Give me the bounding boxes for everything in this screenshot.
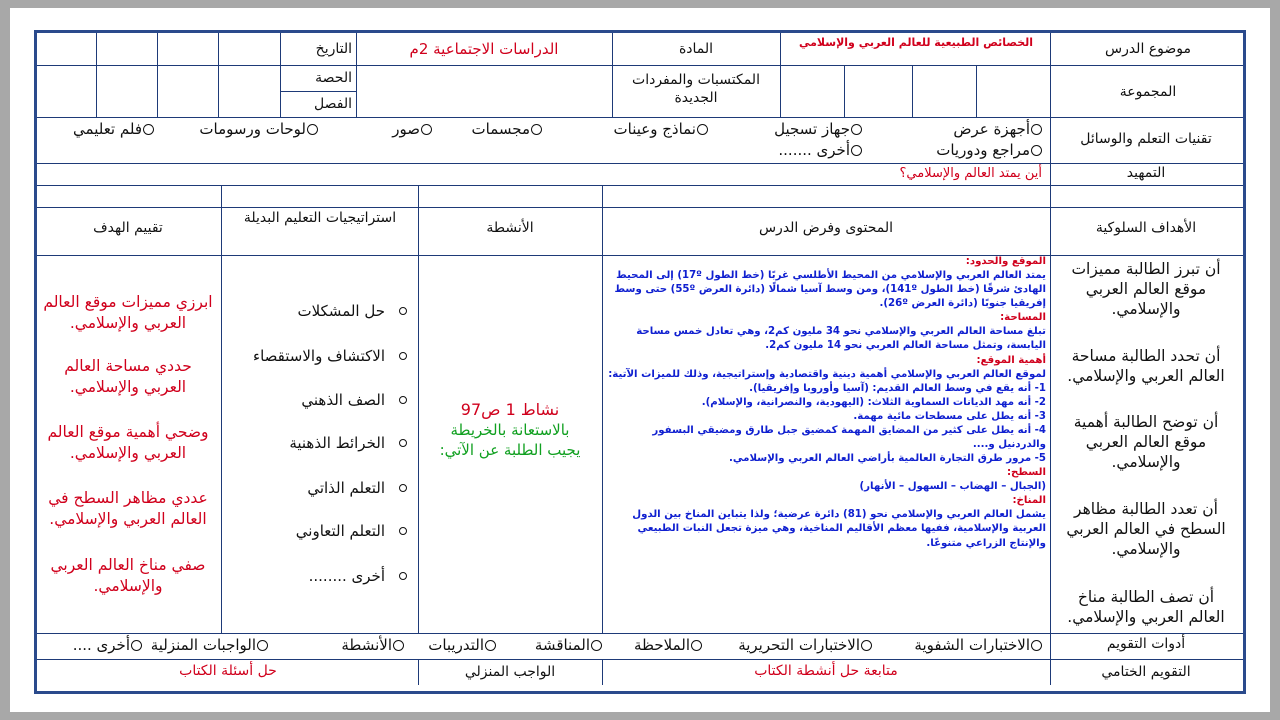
subject-value: الدراسات الاجتماعية 2م (409, 40, 559, 58)
content-header: المحتوى وفرض الدرس (758, 220, 894, 236)
radio-icon (591, 640, 602, 651)
tech-label: تقنيات التعلم والوسائل (1080, 131, 1212, 147)
strategy-self-learning[interactable]: التعلم الذاتي (307, 479, 407, 497)
assess-exercises[interactable]: التدريبات (428, 636, 496, 654)
strategy-brainstorm[interactable]: الصف الذهني (301, 391, 407, 409)
strategy-cooperative[interactable]: التعلم التعاوني (296, 522, 407, 540)
content-location-text: يمتد العالم العربي والإسلامي من المحيط الأطلسي غربًا (خط الطول 17º) إلى المحيط الهادئ شرقًا (خط الطول 141º)، ومن وسط آسيا شمالًا (دائرة العرض 55º) حتى وسط إفريقيا جنوبًا (دائرة العرض 26º). (614, 270, 1046, 310)
topic-value: الخصائص الطبيعية للعالم العربي والإسلامي (798, 36, 1034, 49)
radio-icon (393, 640, 404, 651)
radio-icon (257, 640, 268, 651)
evaluation-1: ابرزي مميزات موقع العالم العربي والإسلامي. (43, 293, 213, 332)
assess-homework[interactable]: الواجبات المنزلية (151, 636, 268, 654)
objective-5: أن تصف الطالبة مناخ العالم العربي والإسلامي. (1067, 588, 1225, 627)
strategy-mind-maps[interactable]: الخرائط الذهنية (289, 434, 407, 452)
content-importance-text: لموقع العالم العربي والإسلامي أهمية دينية واقتصادية وإستراتيجية، وذلك للميزات الآتية: (608, 368, 1046, 380)
radio-icon (307, 124, 318, 135)
option-models[interactable]: نماذج وعينات (614, 120, 709, 138)
content-heading-climate: المناخ: (1012, 495, 1046, 507)
option-other-tech[interactable]: أخرى ....... (778, 141, 862, 159)
bullet-icon (399, 439, 407, 447)
radio-icon (421, 124, 432, 135)
content-surface-text: (الجبال – الهضاب – السهول – الأنهار) (859, 481, 1046, 493)
class-label: الفصل (314, 96, 352, 112)
radio-icon (691, 640, 702, 651)
vocab-label: المكتسبات والمفردات الجديدة (632, 72, 760, 106)
assess-discussion[interactable]: المناقشة (535, 636, 602, 654)
strategy-discovery[interactable]: الاكتشاف والاستقصاء (253, 347, 407, 365)
date-label: التاريخ (315, 41, 352, 57)
assessment-label: أدوات التقويم (1106, 636, 1186, 652)
content-heading-area: المساحة: (1000, 312, 1046, 324)
subject-label: المادة (678, 41, 714, 57)
strategy-other[interactable]: أخرى ........ (309, 567, 407, 585)
evaluation-5: صفي مناخ العالم العربي والإسلامي. (50, 556, 206, 595)
bullet-icon (399, 396, 407, 404)
period-label: الحصة (315, 70, 352, 86)
strategy-problem-solving[interactable]: حل المشكلات (297, 302, 407, 320)
bullet-icon (399, 572, 407, 580)
evaluation-header: تقييم الهدف (93, 220, 163, 236)
content-climate-text: يشمل العالم العربي والإسلامي نحو (81) دائرة عرضية؛ ولذا يتباين المناخ بين الدول العربية والإسلامية، ففيها معظم الأقاليم المناخية، وهي ميزة تجعل النبات الطبيعي والإنتاج الزراعي متنوعًا. (632, 509, 1046, 549)
topic-label: موضوع الدرس (1104, 41, 1191, 57)
option-references[interactable]: مراجع ودوريات (936, 141, 1042, 159)
content-list-item: 2- أنه مهد الديانات السماوية الثلاث: (اليهودية، والنصرانية، والإسلام). (701, 396, 1046, 408)
activity-line-3: يجيب الطلبة عن الآتي: (439, 441, 581, 459)
bullet-icon (399, 307, 407, 315)
radio-icon (861, 640, 872, 651)
bullet-icon (399, 352, 407, 360)
evaluation-4: عددي مظاهر السطح في العالم العربي والإسلامي. (48, 489, 208, 528)
intro-label: التمهيد (1126, 165, 1166, 181)
option-charts[interactable]: لوحات ورسومات (199, 120, 318, 138)
content-heading-surface: السطح: (1006, 467, 1046, 479)
assess-other[interactable]: أخرى .... (73, 636, 142, 654)
radio-icon (697, 124, 708, 135)
activity-title: نشاط 1 ص97 (460, 400, 560, 419)
activities-header: الأنشطة (486, 220, 534, 236)
content-heading-location: الموقع والحدود: (965, 256, 1046, 267)
objectives-header: الأهداف السلوكية (1095, 220, 1197, 236)
bullet-icon (399, 484, 407, 492)
option-projectors[interactable]: أجهزة عرض (953, 120, 1042, 138)
radio-icon (485, 640, 496, 651)
objective-1: أن تبرز الطالبة مميزات موقع العالم العربي والإسلامي. (1071, 260, 1221, 319)
final-label: التقويم الختامي (1101, 664, 1191, 680)
content-list-item: 5- مرور طرق التجارة العالمية بأراضي العالم العربي والإسلامي. (728, 453, 1046, 465)
assess-observation[interactable]: الملاحظة (634, 636, 702, 654)
radio-icon (851, 145, 862, 156)
option-solids[interactable]: مجسمات (472, 120, 542, 138)
content-list-item: 3- أنه يطل على مسطحات مائية مهمة. (853, 410, 1046, 422)
radio-icon (131, 640, 142, 651)
radio-icon (531, 124, 542, 135)
radio-icon (143, 124, 154, 135)
evaluation-3: وضحي أهمية موقع العالم العربي والإسلامي. (47, 423, 209, 462)
content-list-item: 4- أنه يطل على كثير من المضايق المهمة كمضيق جبل طارق ومضيقي البسفور والدردنيل و.... (652, 424, 1046, 451)
objective-4: أن تعدد الطالبة مظاهر السطح في العالم العربي والإسلامي. (1066, 500, 1226, 559)
strategies-header: استراتيجيات التعليم البديلة (243, 210, 397, 226)
radio-icon (1031, 640, 1042, 651)
evaluation-2: حددي مساحة العالم العربي والإسلامي. (64, 357, 192, 396)
group-label: المجموعة (1119, 84, 1177, 100)
radio-icon (851, 124, 862, 135)
option-film[interactable]: فلم تعليمي (73, 120, 154, 138)
option-pictures[interactable]: صور (392, 120, 432, 138)
intro-question: أين يمتد العالم والإسلامي؟ (899, 166, 1042, 181)
content-heading-importance: أهمية الموقع: (976, 354, 1046, 366)
radio-icon (1031, 145, 1042, 156)
activity-line-2: بالاستعانة بالخريطة (450, 421, 570, 439)
lesson-content (606, 255, 1046, 629)
bullet-icon (399, 527, 407, 535)
homework-value: حل أسئلة الكتاب (179, 663, 277, 679)
assess-oral[interactable]: الاختبارات الشفوية (914, 636, 1042, 654)
objective-2: أن تحدد الطالبة مساحة العالم العربي والإسلامي. (1067, 347, 1225, 386)
final-value: متابعة حل أنشطة الكتاب (754, 663, 898, 679)
homework-label: الواجب المنزلي (464, 664, 556, 680)
option-recorder[interactable]: جهاز تسجيل (774, 120, 862, 138)
content-list-item: 1- أنه يقع في وسط العالم القديم: (آسيا وأوروبا وإفريقيا). (749, 382, 1046, 394)
radio-icon (1031, 124, 1042, 135)
content-area-text: تبلغ مساحة العالم العربي والإسلامي نحو 34 مليون كم2، وهي تعادل خمس مساحة اليابسة، وتمثل مساحة العالم العربي نحو 14 مليون كم2. (636, 326, 1046, 352)
assess-activities[interactable]: الأنشطة (341, 636, 404, 654)
assess-written[interactable]: الاختبارات التحريرية (738, 636, 872, 654)
objective-3: أن توضح الطالبة أهمية موقع العالم العربي والإسلامي. (1073, 413, 1219, 472)
